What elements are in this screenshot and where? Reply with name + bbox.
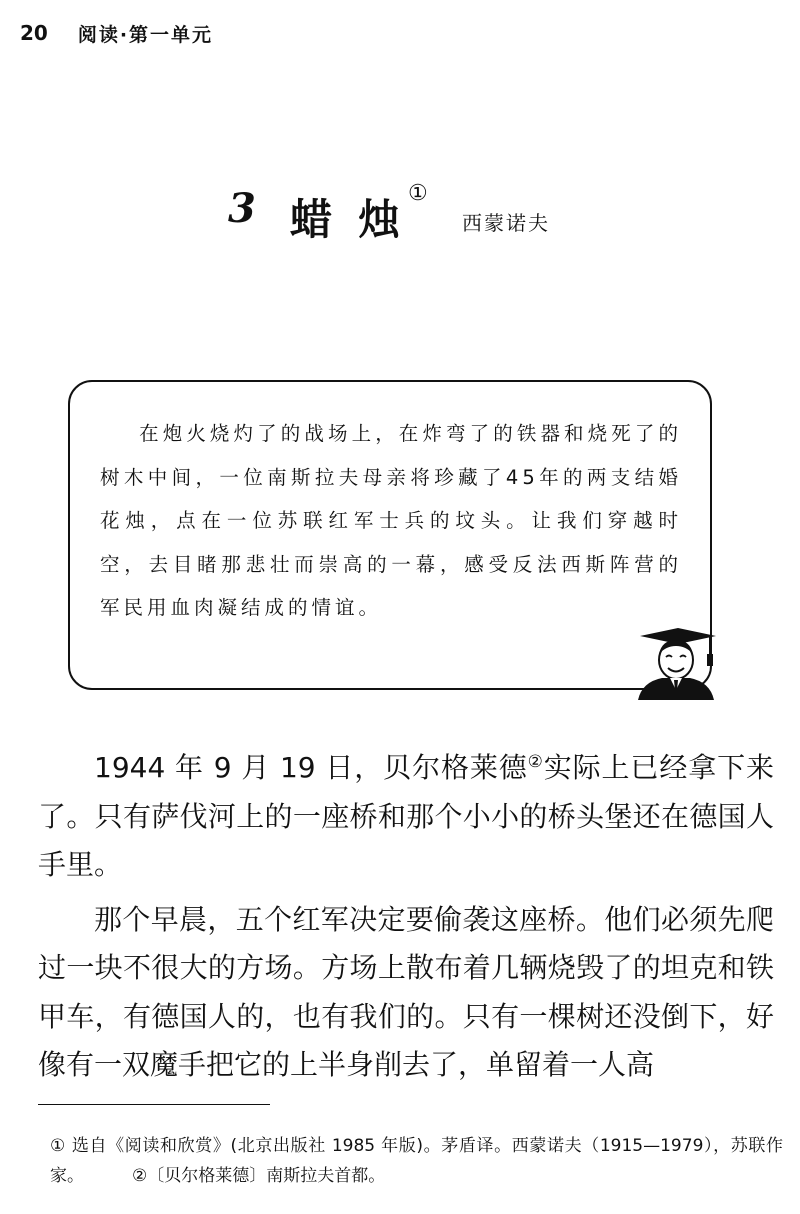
paragraph-1: 1944 年 9 月 19 日，贝尔格莱德②实际上已经拿下来了。只有萨伐河上的一座桥和那个小小的桥头堡还在德国人手里。 (38, 751, 774, 881)
intro-box (68, 380, 712, 690)
footnote-1: ① 选自《阅读和欣赏》(北京出版社 1985 年版)。茅盾译。西蒙诺夫（1915—1979），苏联作家。 (50, 1136, 783, 1186)
footnote-divider (38, 1104, 270, 1105)
scholar-mascot-icon (632, 624, 718, 700)
main-text (38, 738, 774, 1090)
footnote-2: ②〔贝尔格莱德〕南斯拉夫首都。 (132, 1166, 386, 1186)
intro-paragraph: 在炮火烧灼了的战场上，在炸弯了的铁器和烧死了的树木中间，一位南斯拉夫母亲将珍藏了45年的两支结婚花烛，点在一位苏联红军士兵的坟头。让我们穿越时空，去目睹那悲壮而崇高的一幕，感受反法西斯阵营的军民用血肉凝结成的情谊。 (100, 422, 682, 619)
lesson-title (0, 181, 800, 245)
footnotes (38, 1131, 783, 1191)
page-header (20, 18, 213, 48)
intro-text (100, 412, 682, 630)
title-char-2: 烛 (358, 195, 401, 244)
author-name: 西蒙诺夫 (462, 211, 550, 235)
page-number: 20 (20, 21, 48, 45)
running-title: 阅读·第一单元 (77, 23, 214, 46)
paragraph-2: 那个早晨，五个红军决定要偷袭这座桥。他们必须先爬过一块不很大的方场。方场上散布着几辆烧毁了的坦克和铁甲车，有德国人的，也有我们的。只有一棵树还没倒下，好像有一双魔手把它的上半身削去了，单留着一人高 (38, 902, 774, 1081)
lesson-number: 3 (228, 185, 256, 232)
title-char-1: 蜡 (290, 195, 333, 244)
footnote-ref-2: ② (527, 752, 544, 772)
title-footnote-mark: ① (408, 181, 428, 206)
